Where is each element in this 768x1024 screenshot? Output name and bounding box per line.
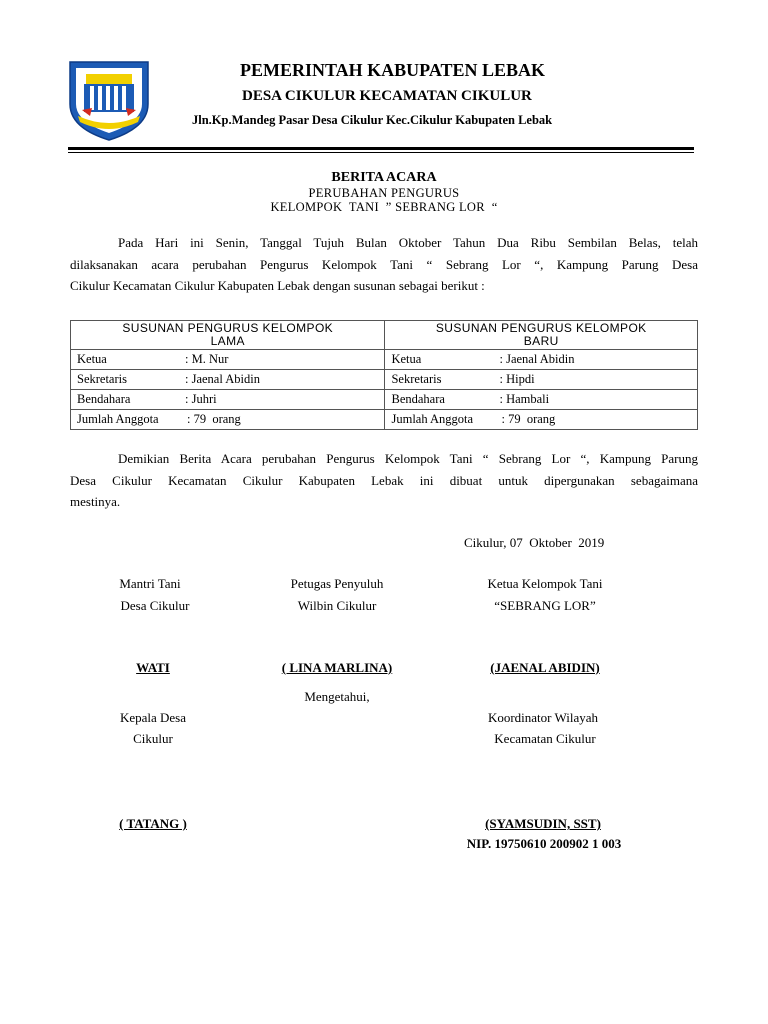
- header-village: DESA CIKULUR KECAMATAN CIKULUR: [242, 88, 532, 104]
- table-row: [71, 370, 698, 390]
- sig3-name: (JAENAL ABIDIN): [490, 660, 600, 675]
- header-rule-thin: [68, 152, 694, 153]
- sig1-place: Desa Cikulur: [120, 598, 190, 613]
- sig5-name: (SYAMSUDIN, SST): [485, 816, 601, 831]
- document-title: BERITA ACARA: [331, 170, 437, 185]
- document-subtitle-1: PERUBAHAN PENGURUS: [308, 186, 460, 200]
- sig1-name: WATI: [136, 660, 170, 675]
- new-treasurer-cell: Bendahara : Hambali: [385, 390, 698, 410]
- document-subtitle-2: KELOMPOK TANI ” SEBRANG LOR “: [270, 200, 498, 214]
- intro-line-1: Pada Hari ini Senin, Tanggal Tujuh Bulan Oktober Tahun Dua Ribu Sembilan Belas, telah: [118, 235, 698, 250]
- sig2-name: ( LINA MARLINA): [281, 660, 393, 675]
- closing-line-1: Demikian Berita Acara perubahan Pengurus Kelompok Tani “ Sebrang Lor “, Kampung Parung: [118, 451, 698, 466]
- sig2-role: Petugas Penyuluh: [290, 576, 384, 591]
- sig4-role: Kepala Desa: [119, 710, 187, 725]
- sig5-place: Kecamatan Cikulur: [494, 731, 596, 746]
- sig3-role: Ketua Kelompok Tani: [487, 576, 603, 591]
- sig1-role: Mantri Tani: [119, 576, 181, 591]
- table-header-row: [71, 321, 698, 350]
- sig5-nip: NIP. 19750610 200902 1 003: [466, 836, 622, 851]
- closing-line-2: Desa Cikulur Kecamatan Cikulur Kabupaten Lebak ini dibuat untuk dipergunakan sebagaimana: [70, 472, 698, 488]
- intro-paragraph: [70, 232, 698, 297]
- closing-line-3: mestinya.: [70, 494, 121, 509]
- intro-line-2: dilaksanakan acara perubahan Pengurus Kelompok Tani “ Sebrang Lor “, Kampung Parung Desa: [70, 256, 698, 272]
- old-board-header: SUSUNAN PENGURUS KELOMPOK LAMA: [71, 321, 385, 350]
- new-board-header: SUSUNAN PENGURUS KELOMPOK BARU: [385, 321, 698, 350]
- old-treasurer-cell: Bendahara : Juhri: [71, 390, 385, 410]
- kabupaten-lebak-crest-icon: [66, 58, 152, 142]
- place-date: Cikulur, 07 Oktober 2019: [464, 535, 605, 550]
- intro-line-3: Cikulur Kecamatan Cikulur Kabupaten Lebak dengan susunan sebagai berikut :: [70, 278, 485, 293]
- table-row: [71, 410, 698, 430]
- sig3-place: “SEBRANG LOR”: [494, 598, 596, 613]
- header-address: Jln.Kp.Mandeg Pasar Desa Cikulur Kec.Cikulur Kabupaten Lebak: [192, 113, 553, 127]
- old-members-cell: Jumlah Anggota : 79 orang: [71, 410, 385, 430]
- closing-paragraph: [70, 448, 698, 513]
- old-chair-cell: Ketua : M. Nur: [71, 350, 385, 370]
- sig2-place: Wilbin Cikulur: [297, 598, 377, 613]
- new-members-cell: Jumlah Anggota : 79 orang: [385, 410, 698, 430]
- sig4-name: ( TATANG ): [119, 816, 187, 831]
- acknowledged-label: Mengetahui,: [304, 689, 370, 704]
- old-secretary-cell: Sekretaris : Jaenal Abidin: [71, 370, 385, 390]
- table-row: [71, 350, 698, 370]
- table-row: [71, 390, 698, 410]
- header-rule-thick: [68, 147, 694, 150]
- header-government: PEMERINTAH KABUPATEN LEBAK: [240, 60, 546, 80]
- new-chair-cell: Ketua : Jaenal Abidin: [385, 350, 698, 370]
- sig5-role: Koordinator Wilayah: [487, 710, 599, 725]
- board-composition-table: [70, 320, 698, 430]
- sig4-place: Cikulur: [133, 731, 173, 746]
- new-secretary-cell: Sekretaris : Hipdi: [385, 370, 698, 390]
